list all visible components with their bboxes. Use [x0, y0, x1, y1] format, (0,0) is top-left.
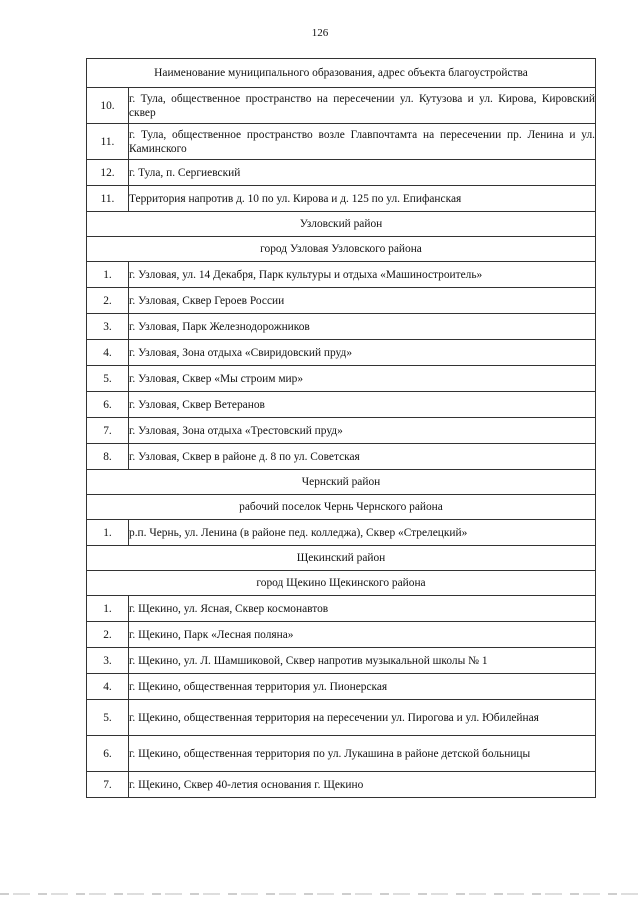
row-number: 2. [87, 288, 129, 314]
table-row [87, 288, 596, 314]
table-row [87, 124, 596, 160]
page-number: 126 [311, 27, 329, 39]
table-header-row [87, 59, 596, 88]
table-header-cell: Наименование муниципального образования, адрес объекта благоустройства [87, 59, 596, 88]
row-address: г. Тула, общественное пространство возле Главпочтамта на пересечении пр. Ленина и ул. Каминского [129, 124, 596, 160]
row-address: г. Щекино, Сквер 40-летия основания г. Щекино [129, 772, 596, 798]
row-number: 7. [87, 418, 129, 444]
row-number: 11. [87, 124, 129, 160]
row-address: г. Узловая, Зона отдыха «Свиридовский пруд» [129, 340, 596, 366]
section-heading-row [87, 571, 596, 596]
row-address: г. Щекино, общественная территория на пересечении ул. Пирогова и ул. Юбилейная [129, 700, 596, 736]
objects-table [86, 58, 596, 798]
row-number: 7. [87, 772, 129, 798]
table-row [87, 340, 596, 366]
table-row [87, 186, 596, 212]
section-heading-row [87, 237, 596, 262]
table-row [87, 444, 596, 470]
table-row [87, 392, 596, 418]
table-row [87, 88, 596, 124]
section-heading-row [87, 470, 596, 495]
section-heading: город Щекино Щекинского района [87, 571, 596, 596]
section-heading-row [87, 495, 596, 520]
row-address: г. Щекино, ул. Л. Шамшиковой, Сквер напротив музыкальной школы № 1 [129, 648, 596, 674]
section-heading: рабочий поселок Чернь Чернского района [87, 495, 596, 520]
section-heading: город Узловая Узловского района [87, 237, 596, 262]
row-number: 1. [87, 520, 129, 546]
table-row [87, 674, 596, 700]
section-heading-row [87, 546, 596, 571]
table-row [87, 772, 596, 798]
row-number: 2. [87, 622, 129, 648]
row-number: 8. [87, 444, 129, 470]
row-address: г. Щекино, ул. Ясная, Сквер космонавтов [129, 596, 596, 622]
table-row [87, 700, 596, 736]
row-address: г. Узловая, Сквер Ветеранов [129, 392, 596, 418]
section-heading: Щекинский район [87, 546, 596, 571]
row-number: 1. [87, 596, 129, 622]
table-body [87, 59, 596, 798]
table-row [87, 648, 596, 674]
row-number: 6. [87, 392, 129, 418]
table-row [87, 366, 596, 392]
table-row [87, 596, 596, 622]
section-heading: Чернский район [87, 470, 596, 495]
row-number: 10. [87, 88, 129, 124]
row-number: 1. [87, 262, 129, 288]
scan-edge-artifact [0, 893, 640, 895]
section-heading-row [87, 212, 596, 237]
row-address: г. Щекино, общественная территория по ул. Лукашина в районе детской больницы [129, 736, 596, 772]
row-address: г. Узловая, Зона отдыха «Трестовский пруд» [129, 418, 596, 444]
table-row [87, 160, 596, 186]
row-number: 3. [87, 314, 129, 340]
row-address: Территория напротив д. 10 по ул. Кирова и д. 125 по ул. Епифанская [129, 186, 596, 212]
row-address: г. Узловая, Сквер в районе д. 8 по ул. Советская [129, 444, 596, 470]
table-row [87, 314, 596, 340]
section-heading: Узловский район [87, 212, 596, 237]
row-number: 5. [87, 366, 129, 392]
row-address: г. Щекино, общественная территория ул. Пионерская [129, 674, 596, 700]
row-number: 12. [87, 160, 129, 186]
row-number: 5. [87, 700, 129, 736]
table-row [87, 418, 596, 444]
row-address: г. Узловая, Сквер «Мы строим мир» [129, 366, 596, 392]
table-row [87, 736, 596, 772]
row-address: г. Узловая, ул. 14 Декабря, Парк культуры и отдыха «Машиностроитель» [129, 262, 596, 288]
table-row [87, 520, 596, 546]
row-address: г. Тула, общественное пространство на пересечении ул. Кутузова и ул. Кирова, Кировский сквер [129, 88, 596, 124]
row-address: г. Узловая, Парк Железнодорожников [129, 314, 596, 340]
row-address: г. Щекино, Парк «Лесная поляна» [129, 622, 596, 648]
row-number: 4. [87, 674, 129, 700]
row-number: 11. [87, 186, 129, 212]
row-number: 4. [87, 340, 129, 366]
row-number: 6. [87, 736, 129, 772]
table-row [87, 262, 596, 288]
table-row [87, 622, 596, 648]
row-number: 3. [87, 648, 129, 674]
row-address: г. Узловая, Сквер Героев России [129, 288, 596, 314]
row-address: р.п. Чернь, ул. Ленина (в районе пед. колледжа), Сквер «Стрелецкий» [129, 520, 596, 546]
row-address: г. Тула, п. Сергиевский [129, 160, 596, 186]
